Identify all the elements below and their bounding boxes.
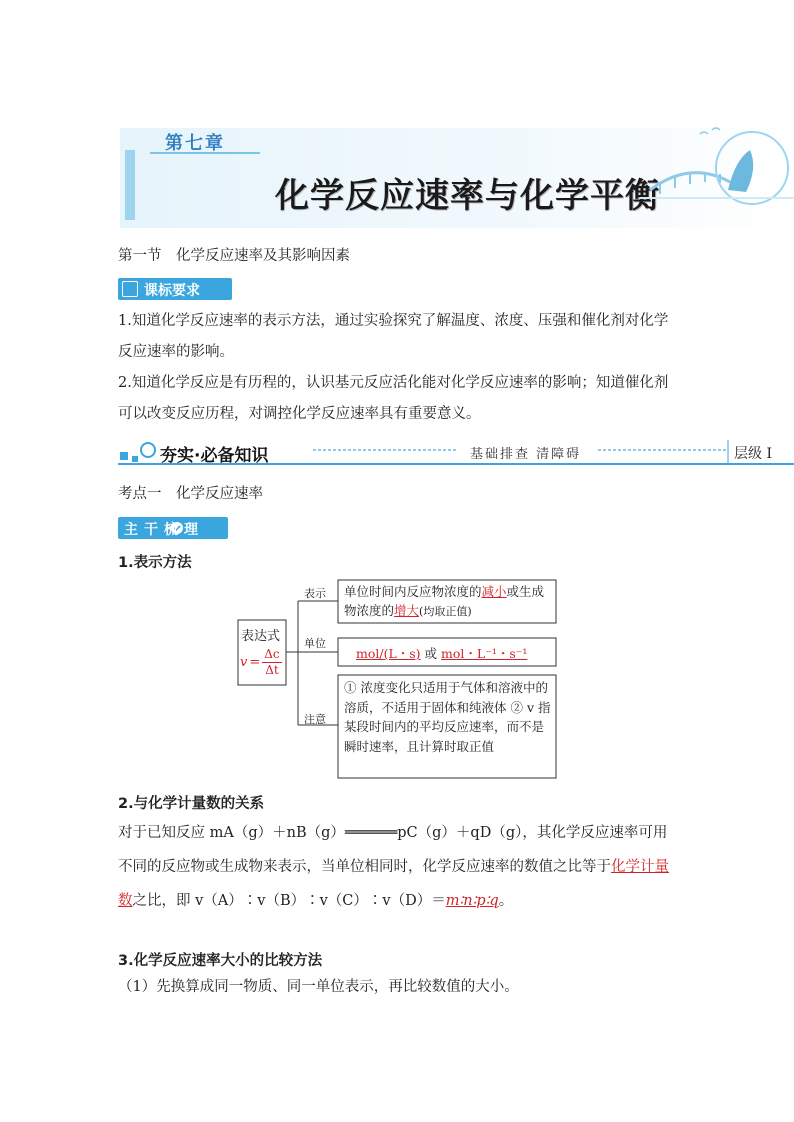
requirements-badge bbox=[118, 278, 232, 300]
formula-fraction bbox=[262, 647, 281, 678]
section-title: 第一节 化学反应速率及其影响因素 bbox=[118, 248, 350, 264]
requirement-item-1: 1.知道化学反应速率的表示方法，通过实验探究了解温度、浓度、压强和催化剂对化学反应速率的影响。 bbox=[118, 313, 669, 360]
b1-text-b: 或生成物浓度的 bbox=[344, 584, 545, 618]
b2-red-2: mol・L⁻¹・s⁻¹ bbox=[441, 646, 528, 661]
relation-red-1: 化学计量数 bbox=[118, 859, 669, 909]
branch-label-3: 注意 bbox=[304, 713, 326, 726]
knowledge-bar-title: 夯实·必备知识 bbox=[160, 446, 269, 466]
relation-paragraph bbox=[118, 816, 678, 918]
formula-denominator: Δt bbox=[265, 663, 279, 677]
b1-red-1: 减小 bbox=[481, 584, 507, 599]
banner-accent-bar bbox=[125, 150, 135, 220]
main-badge-label: 主干梳理 bbox=[124, 522, 204, 538]
branch-box-2 bbox=[356, 644, 527, 662]
heading-1: 1.表示方法 bbox=[118, 555, 192, 571]
formula-eq: = bbox=[249, 655, 261, 670]
rate-formula bbox=[240, 647, 282, 678]
relation-red-2: m∶n∶p∶q bbox=[445, 893, 499, 909]
relation-text-a: 对于已知反应 mA（g）＋nB（g）══════pC（g）＋qD（g），其化学反应速率可用不同的反应物或生成物来表示，当单位相同时，化学反应速率的数值之比等于 bbox=[118, 825, 668, 875]
knowledge-bar-subtitle: 基础排查 清障碍 bbox=[470, 447, 582, 462]
branch-box-3: ① 浓度变化只适用于气体和溶液中的溶质，不适用于固体和纯液体 ② v 指某段时间内的平均反应速率，而不是瞬时速率，且计算时取正值 bbox=[344, 680, 551, 754]
heading-2: 2.与化学计量数的关系 bbox=[118, 796, 265, 812]
b2-red-1: mol/(L・s) bbox=[356, 646, 421, 661]
kaodian-title: 考点一 化学反应速率 bbox=[118, 486, 263, 502]
b1-red-2: 增大 bbox=[394, 603, 420, 618]
chapter-title: 化学反应速率与化学平衡 bbox=[275, 176, 660, 216]
branch-box-1 bbox=[344, 582, 552, 621]
b2-or: 或 bbox=[424, 646, 438, 661]
relation-text-b: 之比，即 v（A）∶v（B）∶v（C）∶v（D）＝ bbox=[132, 893, 446, 909]
b1-text-c: (均取正值) bbox=[419, 605, 472, 618]
heading-3: 3.化学反应速率大小的比较方法 bbox=[118, 953, 323, 969]
compare-paragraph: （1）先换算成同一物质、同一单位表示，再比较数值的大小。 bbox=[118, 979, 519, 995]
formula-v: v bbox=[240, 655, 248, 670]
branch-label-1: 表示 bbox=[304, 587, 326, 600]
b1-text-a: 单位时间内反应物浓度的 bbox=[344, 584, 482, 599]
relation-end: 。 bbox=[498, 893, 514, 909]
check-chevron-icon bbox=[122, 281, 138, 297]
diagram-root-label: 表达式 bbox=[241, 629, 281, 644]
chapter-label: 第七章 bbox=[165, 133, 225, 154]
requirement-item-2: 2.知道化学反应是有历程的，认识基元反应活化能对化学反应速率的影响；知道催化剂可以改变反应历程，对调控化学反应速率具有重要意义。 bbox=[118, 375, 669, 422]
formula-numerator: Δc bbox=[264, 647, 280, 661]
decorative-illustration-icon bbox=[640, 120, 794, 220]
rate-expression-diagram bbox=[236, 577, 566, 782]
branch-label-2: 单位 bbox=[304, 637, 326, 650]
requirements-badge-label: 课标要求 bbox=[144, 283, 200, 299]
knowledge-bar-level: 层级 Ⅰ bbox=[734, 446, 772, 462]
